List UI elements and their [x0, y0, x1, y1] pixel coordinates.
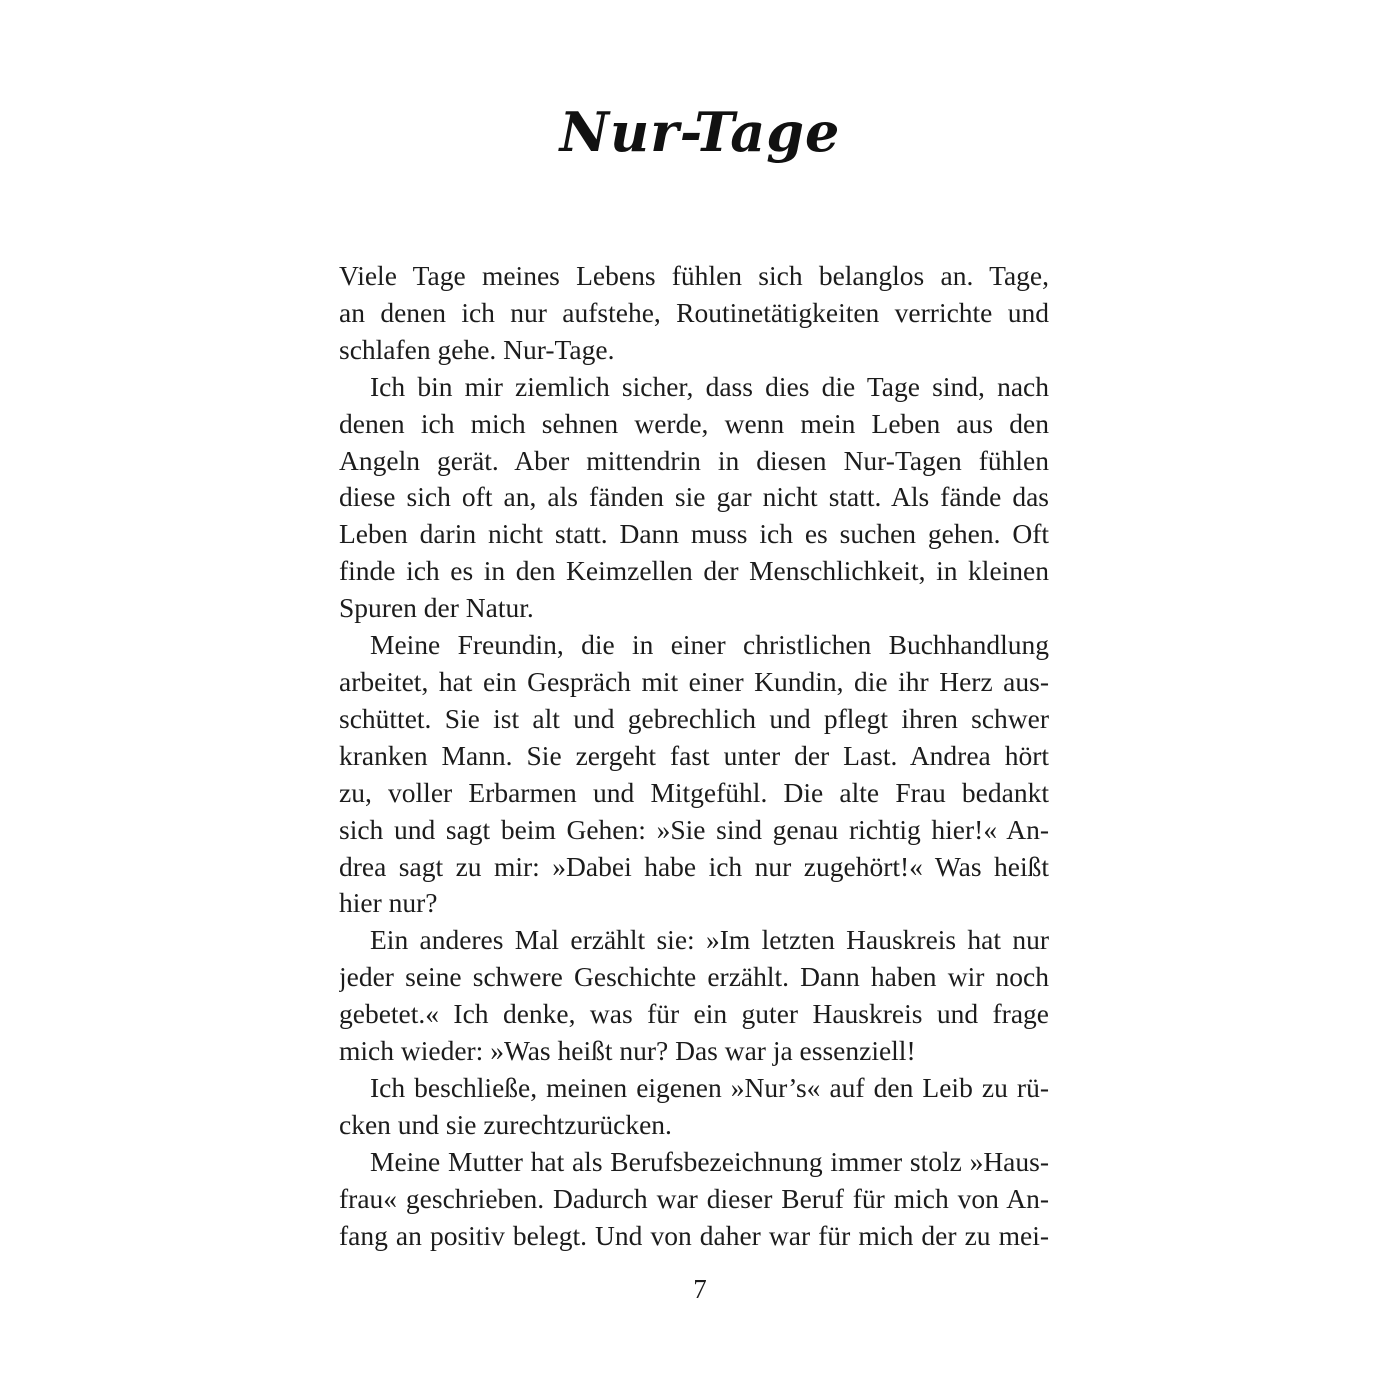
text-line: Ich beschließe, meinen eigenen »Nur’s« auf den Leib zu rü- — [370, 1071, 1049, 1103]
text-line: diese sich oft an, als fänden sie gar nicht statt. Als fände das — [339, 481, 1049, 513]
chapter-body — [339, 258, 1049, 1254]
text-line: Spuren der Natur. — [339, 592, 534, 624]
paragraph-1 — [339, 258, 1049, 369]
text-line: arbeitet, hat ein Gespräch mit einer Kundin, die ihr Herz aus- — [339, 665, 1049, 697]
text-line: frau« geschrieben. Dadurch war dieser Beruf für mich von An- — [339, 1182, 1049, 1214]
text-line: gebetet.« Ich denke, was für ein guter Hauskreis und frage — [339, 998, 1049, 1030]
text-line: fang an positiv belegt. Und von daher war für mich der zu mei- — [339, 1219, 1049, 1251]
text-line: cken und sie zurechtzurücken. — [339, 1108, 672, 1140]
text-line: zu, voller Erbarmen und Mitgefühl. Die alte Frau bedankt — [339, 776, 1049, 808]
chapter-title: Nur-Tage — [559, 100, 841, 164]
text-line: Meine Mutter hat als Berufsbezeichnung immer stolz »Haus- — [370, 1145, 1049, 1177]
text-line: Meine Freundin, die in einer christlichen Buchhandlung — [370, 629, 1049, 661]
text-line: schüttet. Sie ist alt und gebrechlich und pflegt ihren schwer — [339, 702, 1049, 734]
paragraph-4 — [339, 922, 1049, 1070]
text-line: Angeln gerät. Aber mittendrin in diesen Nur-Tagen fühlen — [339, 444, 1049, 476]
text-line: kranken Mann. Sie zergeht fast unter der Last. Andrea hört — [339, 739, 1049, 771]
text-line: Ich bin mir ziemlich sicher, dass dies die Tage sind, nach — [370, 370, 1049, 402]
paragraph-6 — [339, 1144, 1049, 1255]
text-line: denen ich mich sehnen werde, wenn mein Leben aus den — [339, 407, 1049, 439]
text-line: finde ich es in den Keimzellen der Menschlichkeit, in kleinen — [339, 555, 1049, 587]
text-line: Viele Tage meines Lebens fühlen sich belanglos an. Tage, — [339, 260, 1049, 291]
text-line: drea sagt zu mir: »Dabei habe ich nur zugehört!« Was heißt — [339, 850, 1049, 882]
text-line: an denen ich nur aufstehe, Routinetätigkeiten verrichte und — [339, 296, 1049, 328]
text-line: Leben darin nicht statt. Dann muss ich es suchen gehen. Oft — [339, 518, 1049, 550]
text-line: jeder seine schwere Geschichte erzählt. Dann haben wir noch — [339, 961, 1049, 993]
text-line: mich wieder: »Was heißt nur? Das war ja essenziell! — [339, 1035, 916, 1067]
paragraph-2 — [339, 369, 1049, 627]
paragraph-3 — [339, 627, 1049, 922]
text-line: sich und sagt beim Gehen: »Sie sind genau richtig hier!« An- — [339, 813, 1049, 845]
text-line: Ein anderes Mal erzählt sie: »Im letzten Hauskreis hat nur — [370, 924, 1049, 956]
page-number: 7 — [693, 1274, 707, 1304]
text-line: hier nur? — [339, 887, 438, 919]
text-line: schlafen gehe. Nur-Tage. — [339, 333, 615, 365]
paragraph-5 — [339, 1070, 1049, 1144]
